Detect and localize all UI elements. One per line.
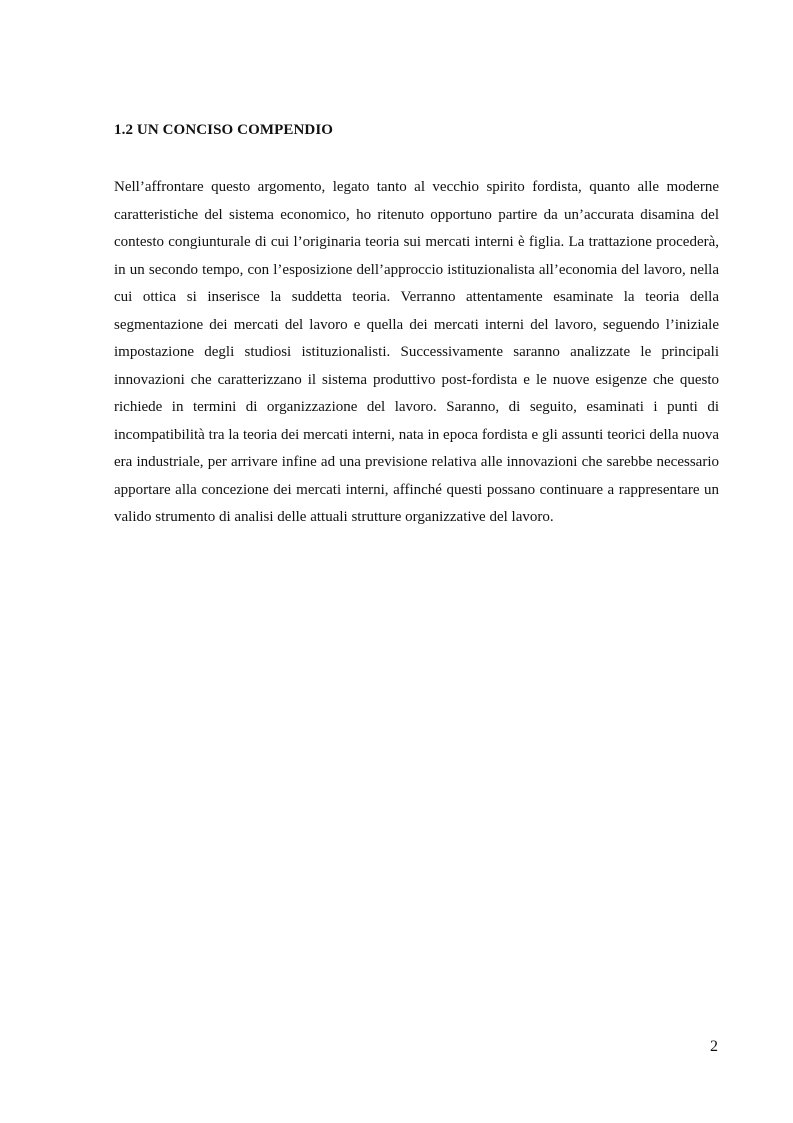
section-heading: 1.2 UN CONCISO COMPENDIO — [114, 122, 334, 138]
body-paragraph: Nell’affrontare questo argomento, legato tanto al vecchio spirito fordista, quanto alle moderne caratteristiche del sistema economico, ho ritenuto opportuno partire da un’accurata disamina del contesto congiunturale di cui l’originaria teoria sui mercati interni è figlia. La trattazione procederà, in un secondo tempo, con l’esposizione dell’approccio istituzionalista all’economia del lavoro, nella cui ottica si inserisce la suddetta teoria. Verranno attentamente esaminate la teoria della segmentazione dei mercati del lavoro e quella dei mercati interni del lavoro, seguendo l’iniziale impostazione degli studiosi istituzionalisti. Successivamente saranno analizzate le principali innovazioni che caratterizzano il sistema produttivo post-fordista e le nuove esigenze che questo richiede in termini di organizzazione del lavoro. Saranno, di seguito, esaminati i punti di incompatibilità tra la teoria dei mercati interni, nata in epoca fordista e gli assunti teorici della nuova era industriale, per arrivare infine ad una previsione relativa alle innovazioni che sarebbe necessario apportare alla concezione dei mercati interni, affinché questi possano continuare a rappresentare un valido strumento di analisi delle attuali strutture organizzative del lavoro. — [114, 179, 719, 525]
page-number: 2 — [710, 1038, 718, 1055]
